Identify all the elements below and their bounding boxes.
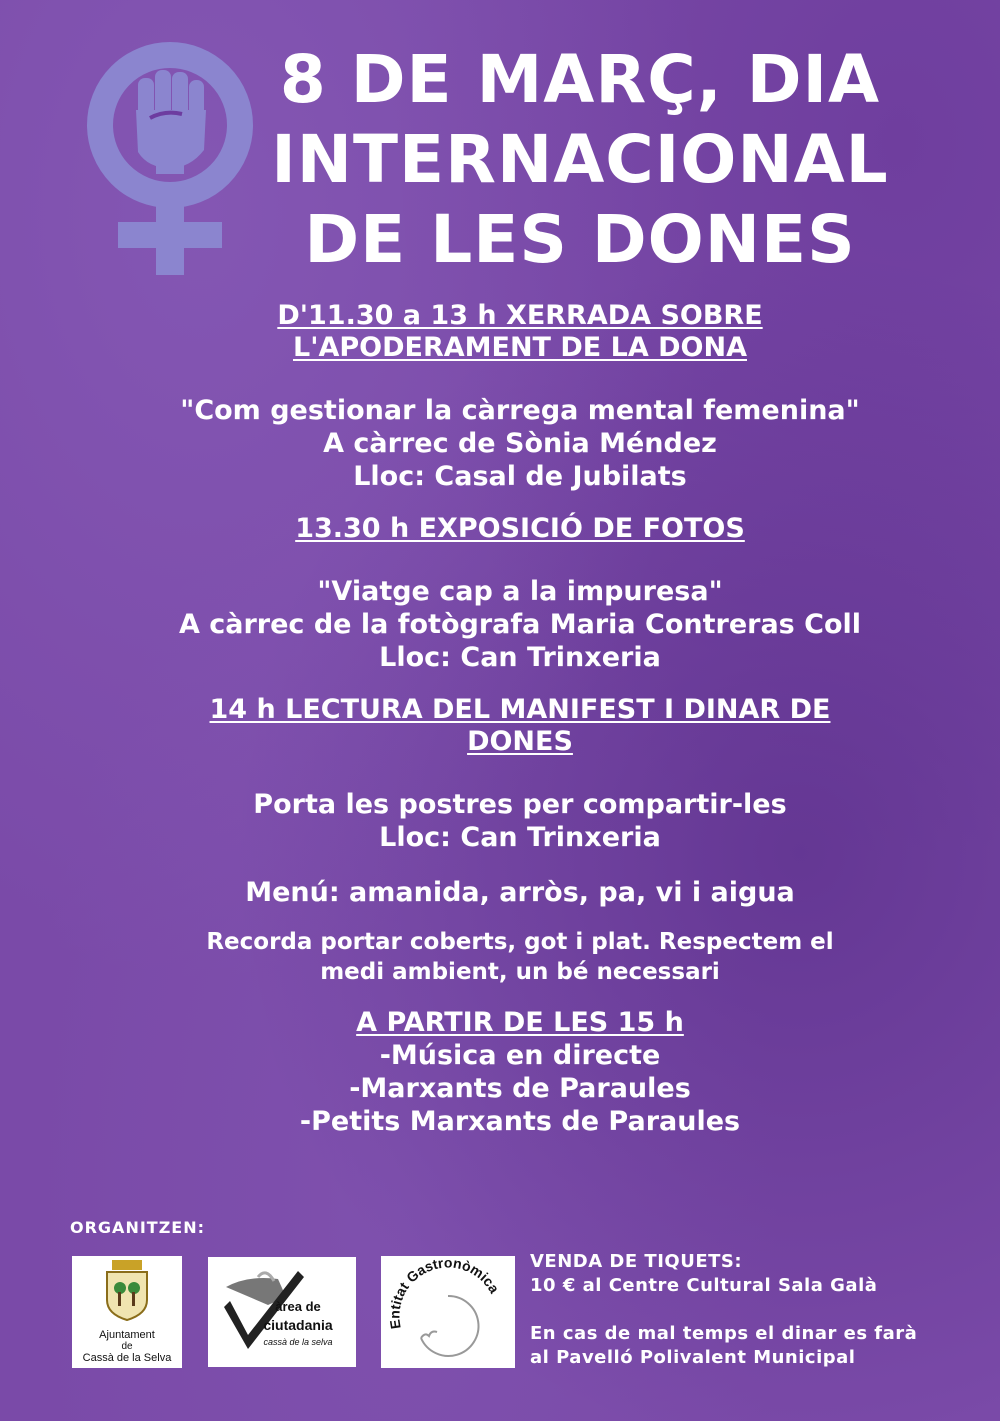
title-line-1: 8 DE MARÇ, DIA (279, 41, 881, 118)
event-talk (60, 300, 980, 493)
event-note: medi ambient, un bé necessari (320, 959, 720, 985)
logo-text: ciutadania (263, 1317, 333, 1333)
organizers-label: ORGANITZEN: (70, 1218, 206, 1237)
event-heading: L'APODERAMENT DE LA DONA (293, 332, 747, 363)
ajuntament-logo (72, 1256, 182, 1368)
event-line: A càrrec de la fotògrafa Maria Contreras Coll (178, 609, 862, 640)
weather-note: En cas de mal temps el dinar es farà (530, 1323, 918, 1344)
event-line: "Viatge cap a la impuresa" (317, 576, 723, 607)
ticket-info (530, 1250, 970, 1370)
event-heading: DONES (467, 726, 573, 757)
logo-text: Cassà de la Selva (82, 1352, 172, 1364)
event-heading: 14 h LECTURA DEL MANIFEST I DINAR DE (209, 694, 831, 725)
logo-text: àrea de (275, 1299, 321, 1314)
event-line: -Música en directe (379, 1040, 661, 1071)
entitat-gastronomica-logo (381, 1256, 515, 1368)
event-line: Lloc: Can Trinxeria (379, 642, 661, 673)
svg-text:Entitat Gastronòmica (386, 1256, 502, 1330)
event-heading: D'11.30 a 13 h XERRADA SOBRE (277, 300, 763, 331)
tickets-detail: 10 € al Centre Cultural Sala Galà (530, 1275, 878, 1296)
event-line: Lloc: Can Trinxeria (379, 822, 661, 853)
event-exhibition (60, 513, 980, 674)
logo-text: de (121, 1341, 133, 1352)
tickets-title: VENDA DE TIQUETS: (530, 1251, 743, 1272)
logo-text: Entitat Gastronòmica (386, 1256, 503, 1331)
weather-note: al Pavelló Polivalent Municipal (530, 1347, 856, 1368)
event-line: -Marxants de Paraules (349, 1073, 691, 1104)
logo-text: Ajuntament (99, 1329, 155, 1341)
event-note: Recorda portar coberts, got i plat. Respectem el (206, 929, 834, 955)
event-line: Porta les postres per compartir-les (253, 789, 787, 820)
logo-text: cassà de la selva (263, 1337, 333, 1347)
bitten-cookie-icon (381, 1256, 515, 1368)
title-line-2: INTERNACIONAL (271, 121, 889, 198)
program (60, 300, 980, 1158)
event-line: -Petits Marxants de Paraules (299, 1106, 741, 1137)
page-title (230, 40, 930, 280)
event-line: "Com gestionar la càrrega mental femenina" (180, 395, 860, 426)
event-heading: 13.30 h EXPOSICIÓ DE FOTOS (295, 513, 745, 544)
event-heading: A PARTIR DE LES 15 h (356, 1007, 684, 1038)
title-line-3: DE LES DONES (304, 201, 856, 278)
event-lunch (60, 694, 980, 987)
event-line: Lloc: Casal de Jubilats (353, 461, 687, 492)
coat-of-arms-icon (72, 1256, 182, 1328)
event-afternoon (60, 1007, 980, 1138)
area-ciutadania-logo (208, 1257, 356, 1367)
event-line: A càrrec de Sònia Méndez (323, 428, 717, 459)
event-menu: Menú: amanida, arròs, pa, vi i aigua (245, 877, 795, 908)
